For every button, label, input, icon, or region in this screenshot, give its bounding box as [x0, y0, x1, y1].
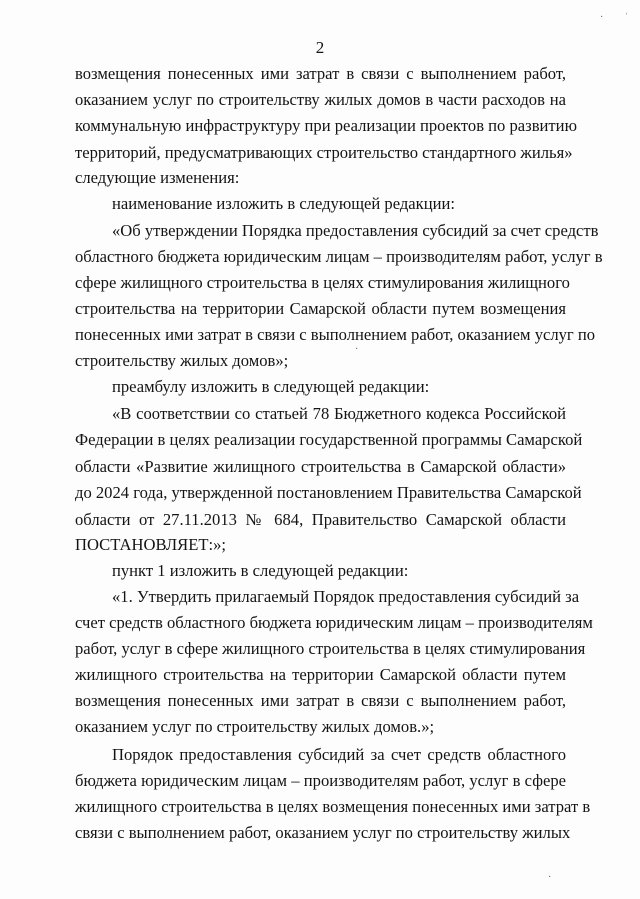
text-line: областного бюджета юридическим лицам – производителям работ, услуг в — [75, 247, 603, 266]
text-line: коммунальную инфраструктуру при реализации проектов по развитию — [75, 116, 577, 135]
text-line: строительству жилых домов»; — [75, 351, 289, 370]
text-line: «В соответствии со статьей 78 Бюджетного кодекса Российской — [112, 404, 566, 423]
scan-speck: ˌ — [625, 4, 629, 15]
text-line: работ, услуг в сфере жилищного строительства в целях стимулирования — [75, 639, 586, 658]
scan-speck: · — [600, 12, 604, 23]
text-line: возмещения понесенных ими затрат в связи с выполнением работ, — [75, 64, 566, 83]
text-line: возмещения понесенных ими затрат в связи с выполнением работ, — [75, 691, 566, 710]
text-line: сфере жилищного строительства в целях стимулирования жилищного — [75, 273, 570, 292]
text-line: до 2024 года, утвержденной постановлением Правительства Самарской — [75, 483, 582, 502]
text-line: понесенных ими затрат в связи с выполнением работ, оказанием услуг по — [75, 325, 596, 344]
text-line: жилищного строительства в целях возмещения понесенных ими затрат в — [75, 797, 591, 816]
text-line: оказанием услуг по строительству жилых домов.»; — [75, 717, 435, 736]
text-line: бюджета юридическим лицам – производителям работ, услуг в сфере — [75, 771, 566, 790]
text-line: связи с выполнением работ, оказанием услуг по строительству жилых — [75, 823, 571, 842]
text-line: Порядок предоставления субсидий за счет средств областного — [112, 745, 566, 764]
text-line: «Об утверждении Порядка предоставления субсидий за счет средств — [112, 221, 599, 240]
text-line: счет средств областного бюджета юридическим лицам – производителям — [75, 613, 593, 632]
text-line: строительства на территории Самарской области путем возмещения — [75, 299, 566, 318]
text-line: пункт 1 изложить в следующей редакции: — [112, 561, 409, 580]
text-line: следующие изменения: — [75, 168, 240, 187]
text-line: ПОСТАНОВЛЯЕТ:»; — [75, 535, 227, 554]
scan-speck: · — [355, 344, 359, 355]
text-line: области «Развитие жилищного строительства в Самарской области» — [75, 457, 566, 476]
text-line: жилищного строительства на территории Самарской области путем — [75, 665, 566, 684]
page-number: 2 — [315, 38, 325, 57]
scan-speck: · — [548, 872, 552, 883]
text-line: Федерации в целях реализации государственной программы Самарской — [75, 430, 583, 449]
text-line: оказанием услуг по строительству жилых домов в части расходов на — [75, 90, 566, 109]
text-line: «1. Утвердить прилагаемый Порядок предоставления субсидий за — [112, 587, 580, 606]
text-line: преамбулу изложить в следующей редакции: — [112, 377, 430, 396]
text-line: территорий, предусматривающих строительство стандартного жилья» — [75, 143, 573, 162]
text-line: наименование изложить в следующей редакции: — [112, 194, 455, 213]
text-line: области от 27.11.2013 № 684, Правительство Самарской области — [75, 510, 566, 529]
